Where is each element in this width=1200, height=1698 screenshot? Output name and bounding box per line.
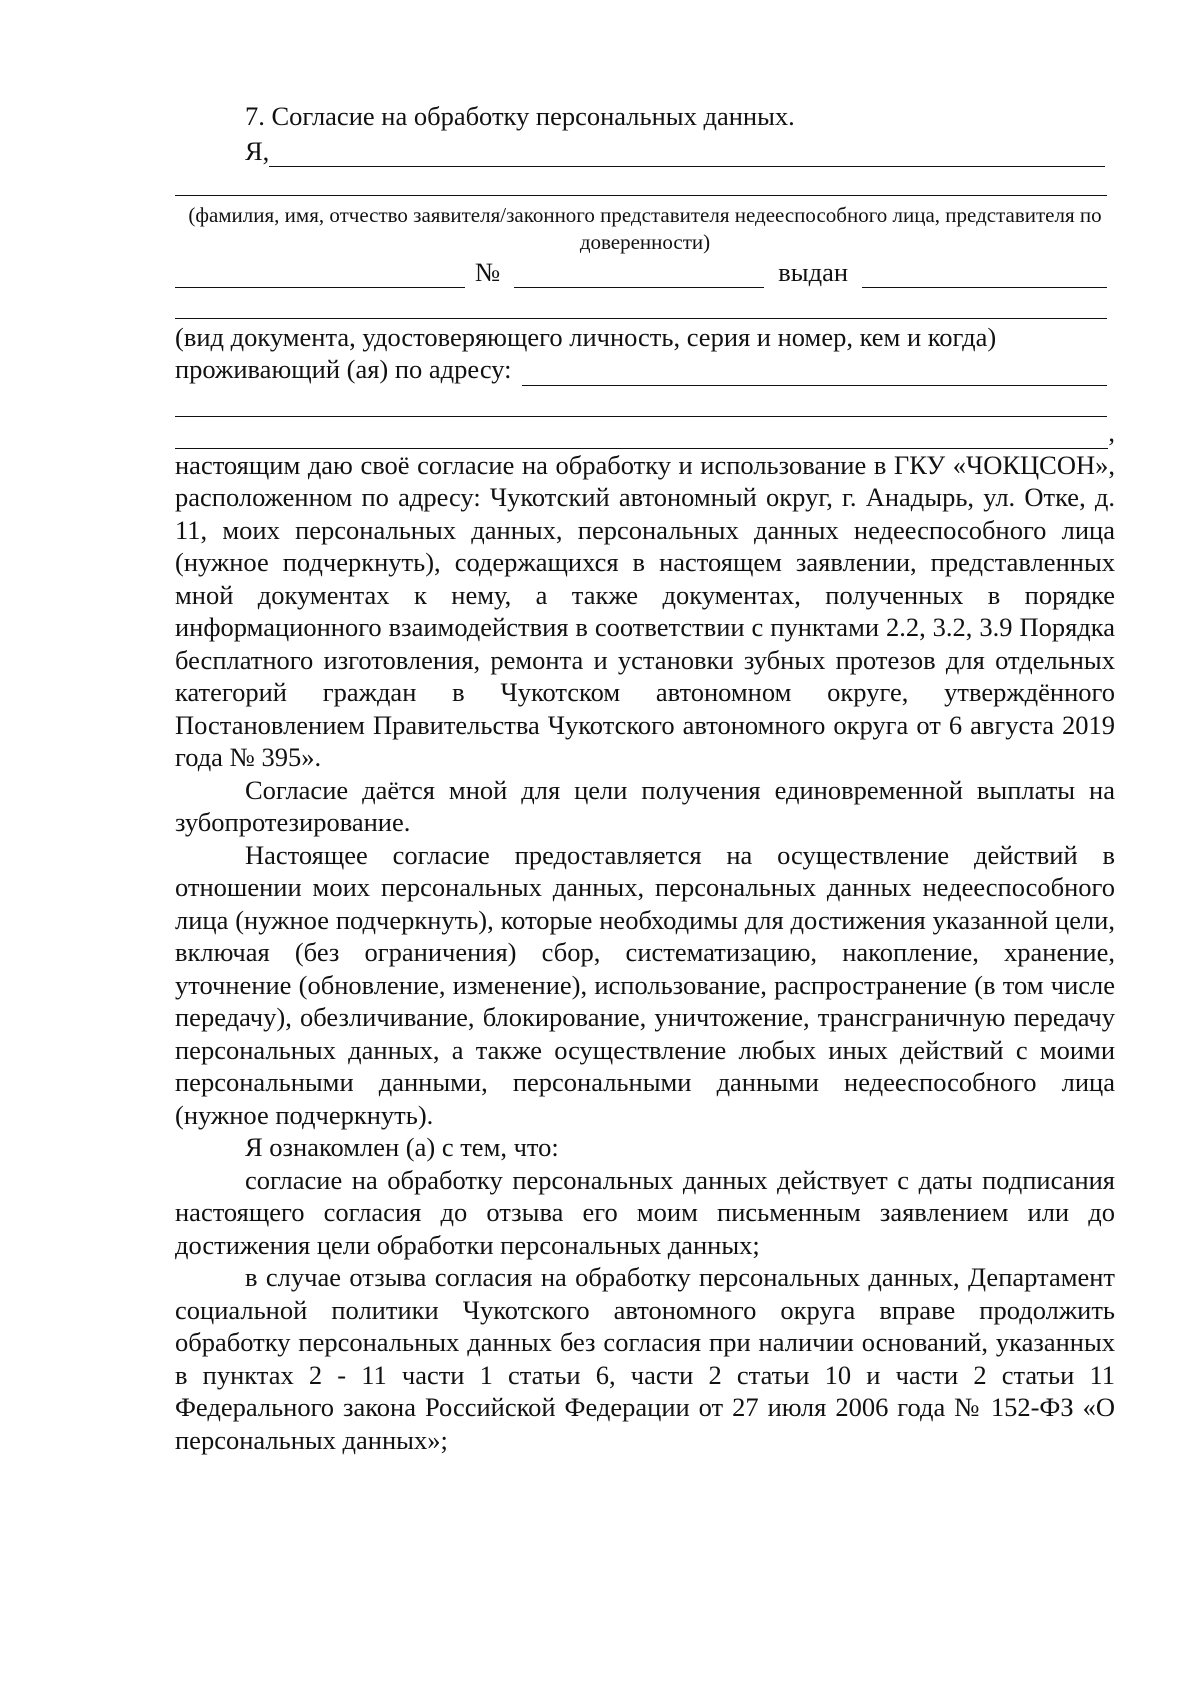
address-row-3	[175, 417, 1115, 449]
issued-label: выдан	[778, 256, 849, 287]
i-label: Я,	[245, 135, 270, 166]
identity-document-row	[175, 256, 1115, 288]
address-blank-2[interactable]	[175, 386, 1107, 417]
section-heading: 7. Согласие на обработку персональных данных.	[245, 101, 795, 131]
number-label: №	[475, 256, 501, 287]
applicant-name-blank-2[interactable]	[175, 167, 1107, 196]
purpose-paragraph: Согласие даётся мной для цели получения единовременной выплаты на зубопротезирование.	[175, 774, 1115, 837]
validity-paragraph: согласие на обработку персональных данных действует с даты подписания настоящего согласия до отзыва его моим письменным заявлением или до достижения цели обработки персональных данных;	[175, 1164, 1115, 1260]
address-row	[175, 354, 1115, 386]
identity-document-blank-2[interactable]	[175, 288, 1107, 319]
address-label: проживающий (ая) по адресу:	[175, 354, 512, 384]
applicant-name-row	[175, 135, 1115, 167]
acknowledgement-intro: Я ознакомлен (а) с тем, что:	[245, 1132, 559, 1162]
actions-paragraph: Настоящее согласие предоставляется на осуществление действий в отношении моих персональных данных, персональных данных недееспособного лица (нужное подчеркнуть), которые необходимы для достижения указанной цели, включая (без ограничения) сбор, систематизацию, накопление, хранение, уточнение (обновление, изменение), использование, распространение (в том числе передачу), обезличивание, блокирование, уничтожение, трансграничную передачу персональных данных, а также осуществление любых иных действий с моими персональными данными, персональными данными недееспособного лица (нужное подчеркнуть).	[175, 839, 1115, 1130]
address-blank-3[interactable]	[175, 420, 1108, 449]
document-number-blank[interactable]	[514, 263, 764, 288]
issued-by-blank[interactable]	[862, 263, 1107, 288]
document-type-blank[interactable]	[175, 263, 465, 288]
address-comma: ,	[1108, 417, 1115, 447]
fio-caption: (фамилия, имя, отчество заявителя/законного представителя недееспособного лица, представителя по доверенности)	[188, 203, 1102, 254]
withdrawal-paragraph: в случае отзыва согласия на обработку персональных данных, Департамент социальной политики Чукотского автономного округа вправе продолжить обработку персональных данных без согласия при наличии оснований, указанных в пунктах 2 - 11 части 1 статьи 6, части 2 статьи 10 и части 2 статьи 11 Федерального закона Российской Федерации от 27 июля 2006 года № 152-ФЗ «О персональных данных»;	[175, 1262, 1115, 1455]
applicant-name-blank[interactable]	[269, 142, 1105, 167]
address-blank[interactable]	[522, 361, 1107, 386]
consent-document	[175, 100, 1115, 1456]
id-caption: (вид документа, удостоверяющего личность, серия и номер, кем и когда)	[175, 322, 997, 352]
consent-paragraph: настоящим даю своё согласие на обработку и использование в ГКУ «ЧОКЦСОН», расположенном по адресу: Чукотский автономный округ, г. Анадырь, ул. Отке, д. 11, моих персональных данных, персональных данных недееспособного лица (нужное подчеркнуть), содержащихся в настоящем заявлении, представленных мной документах к нему, а также документах, полученных в порядке информационного взаимодействия в соответствии с пунктами 2.2, 3.2, 3.9 Порядка бесплатного изготовления, ремонта и установки зубных протезов для отдельных категорий граждан в Чукотском автономном округе, утверждённого Постановлением Правительства Чукотского автономного округа от 6 августа 2019 года № 395».	[175, 449, 1115, 772]
